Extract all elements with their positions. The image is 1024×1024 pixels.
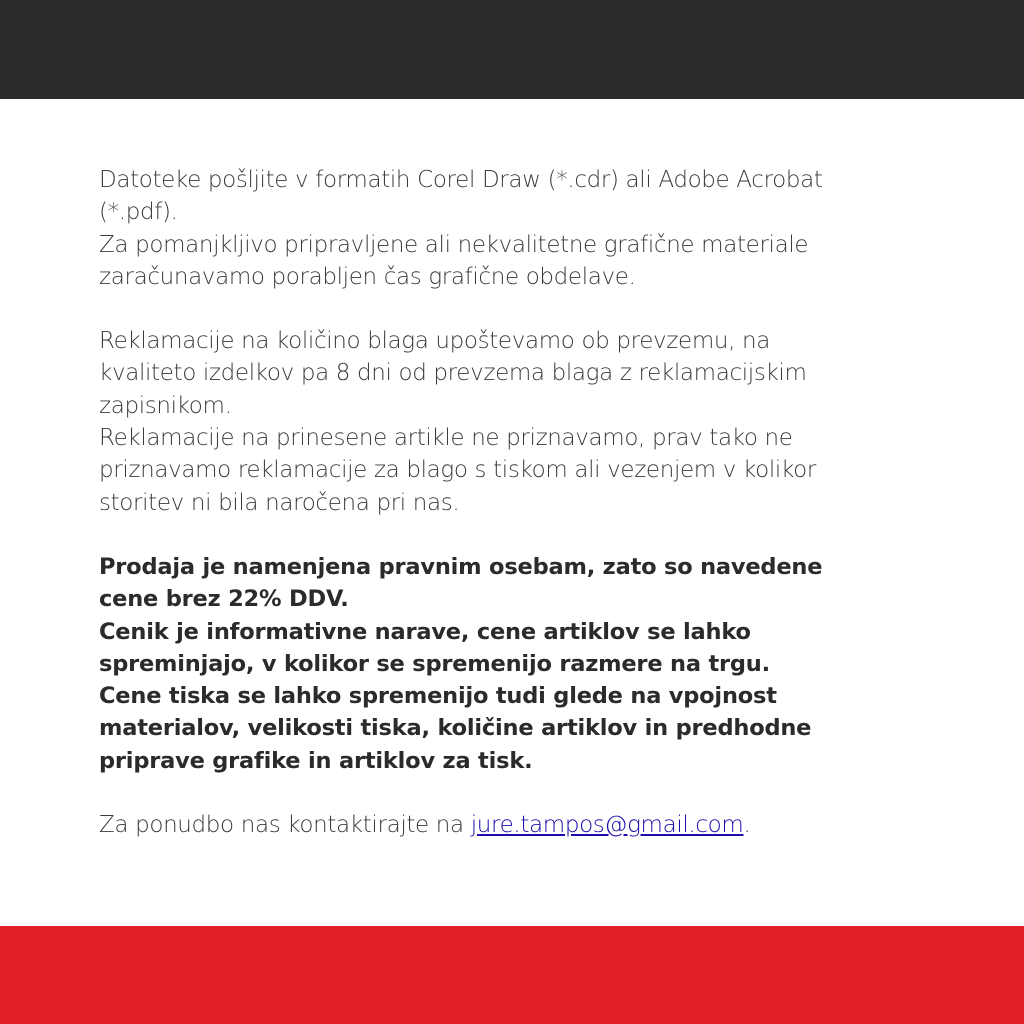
contact-prefix: Za ponudbo nas kontaktirajte na bbox=[99, 812, 471, 839]
top-bar bbox=[0, 0, 1024, 99]
terms-content bbox=[99, 164, 939, 841]
contact-paragraph bbox=[99, 809, 939, 841]
pricing-notice-paragraph: Prodaja je namenjena pravnim osebam, zato so navedene cene brez 22% DDV. Cenik je informativne narave, cene artiklov se lahko spreminjajo, v kolikor se spremenijo razmere na trgu. Cene tiska se lahko spremenijo tudi glede na vpojnost materialov, velikosti tiska, količine artiklov in predhodne priprave grafike in artiklov za tisk. bbox=[99, 553, 823, 774]
bottom-bar bbox=[0, 926, 1024, 1024]
paragraph-spacer bbox=[99, 777, 939, 809]
file-formats-paragraph: Datoteke pošljite v formatih Corel Draw (*.cdr) ali Adobe Acrobat (*.pdf). Za pomanjkljivo pripravljene ali nekvalitetne grafične materiale zaračunavamo porabljen čas grafične obdelave. bbox=[99, 167, 823, 290]
paragraph-spacer bbox=[99, 519, 939, 551]
email-link[interactable]: jure.tampos@gmail.com bbox=[470, 812, 744, 839]
complaints-paragraph: Reklamacije na količino blaga upoštevamo ob prevzemu, na kvaliteto izdelkov pa 8 dni od prevzema blaga z reklamacijskim zapisnikom. Reklamacije na prinesene artikle ne priznavamo, prav tako ne priznavamo reklamacije za blago s tiskom ali vezenjem v kolikor storitev ni bila naročena pri nas. bbox=[99, 328, 816, 516]
contact-suffix: . bbox=[743, 812, 751, 839]
paragraph-spacer bbox=[99, 293, 939, 325]
